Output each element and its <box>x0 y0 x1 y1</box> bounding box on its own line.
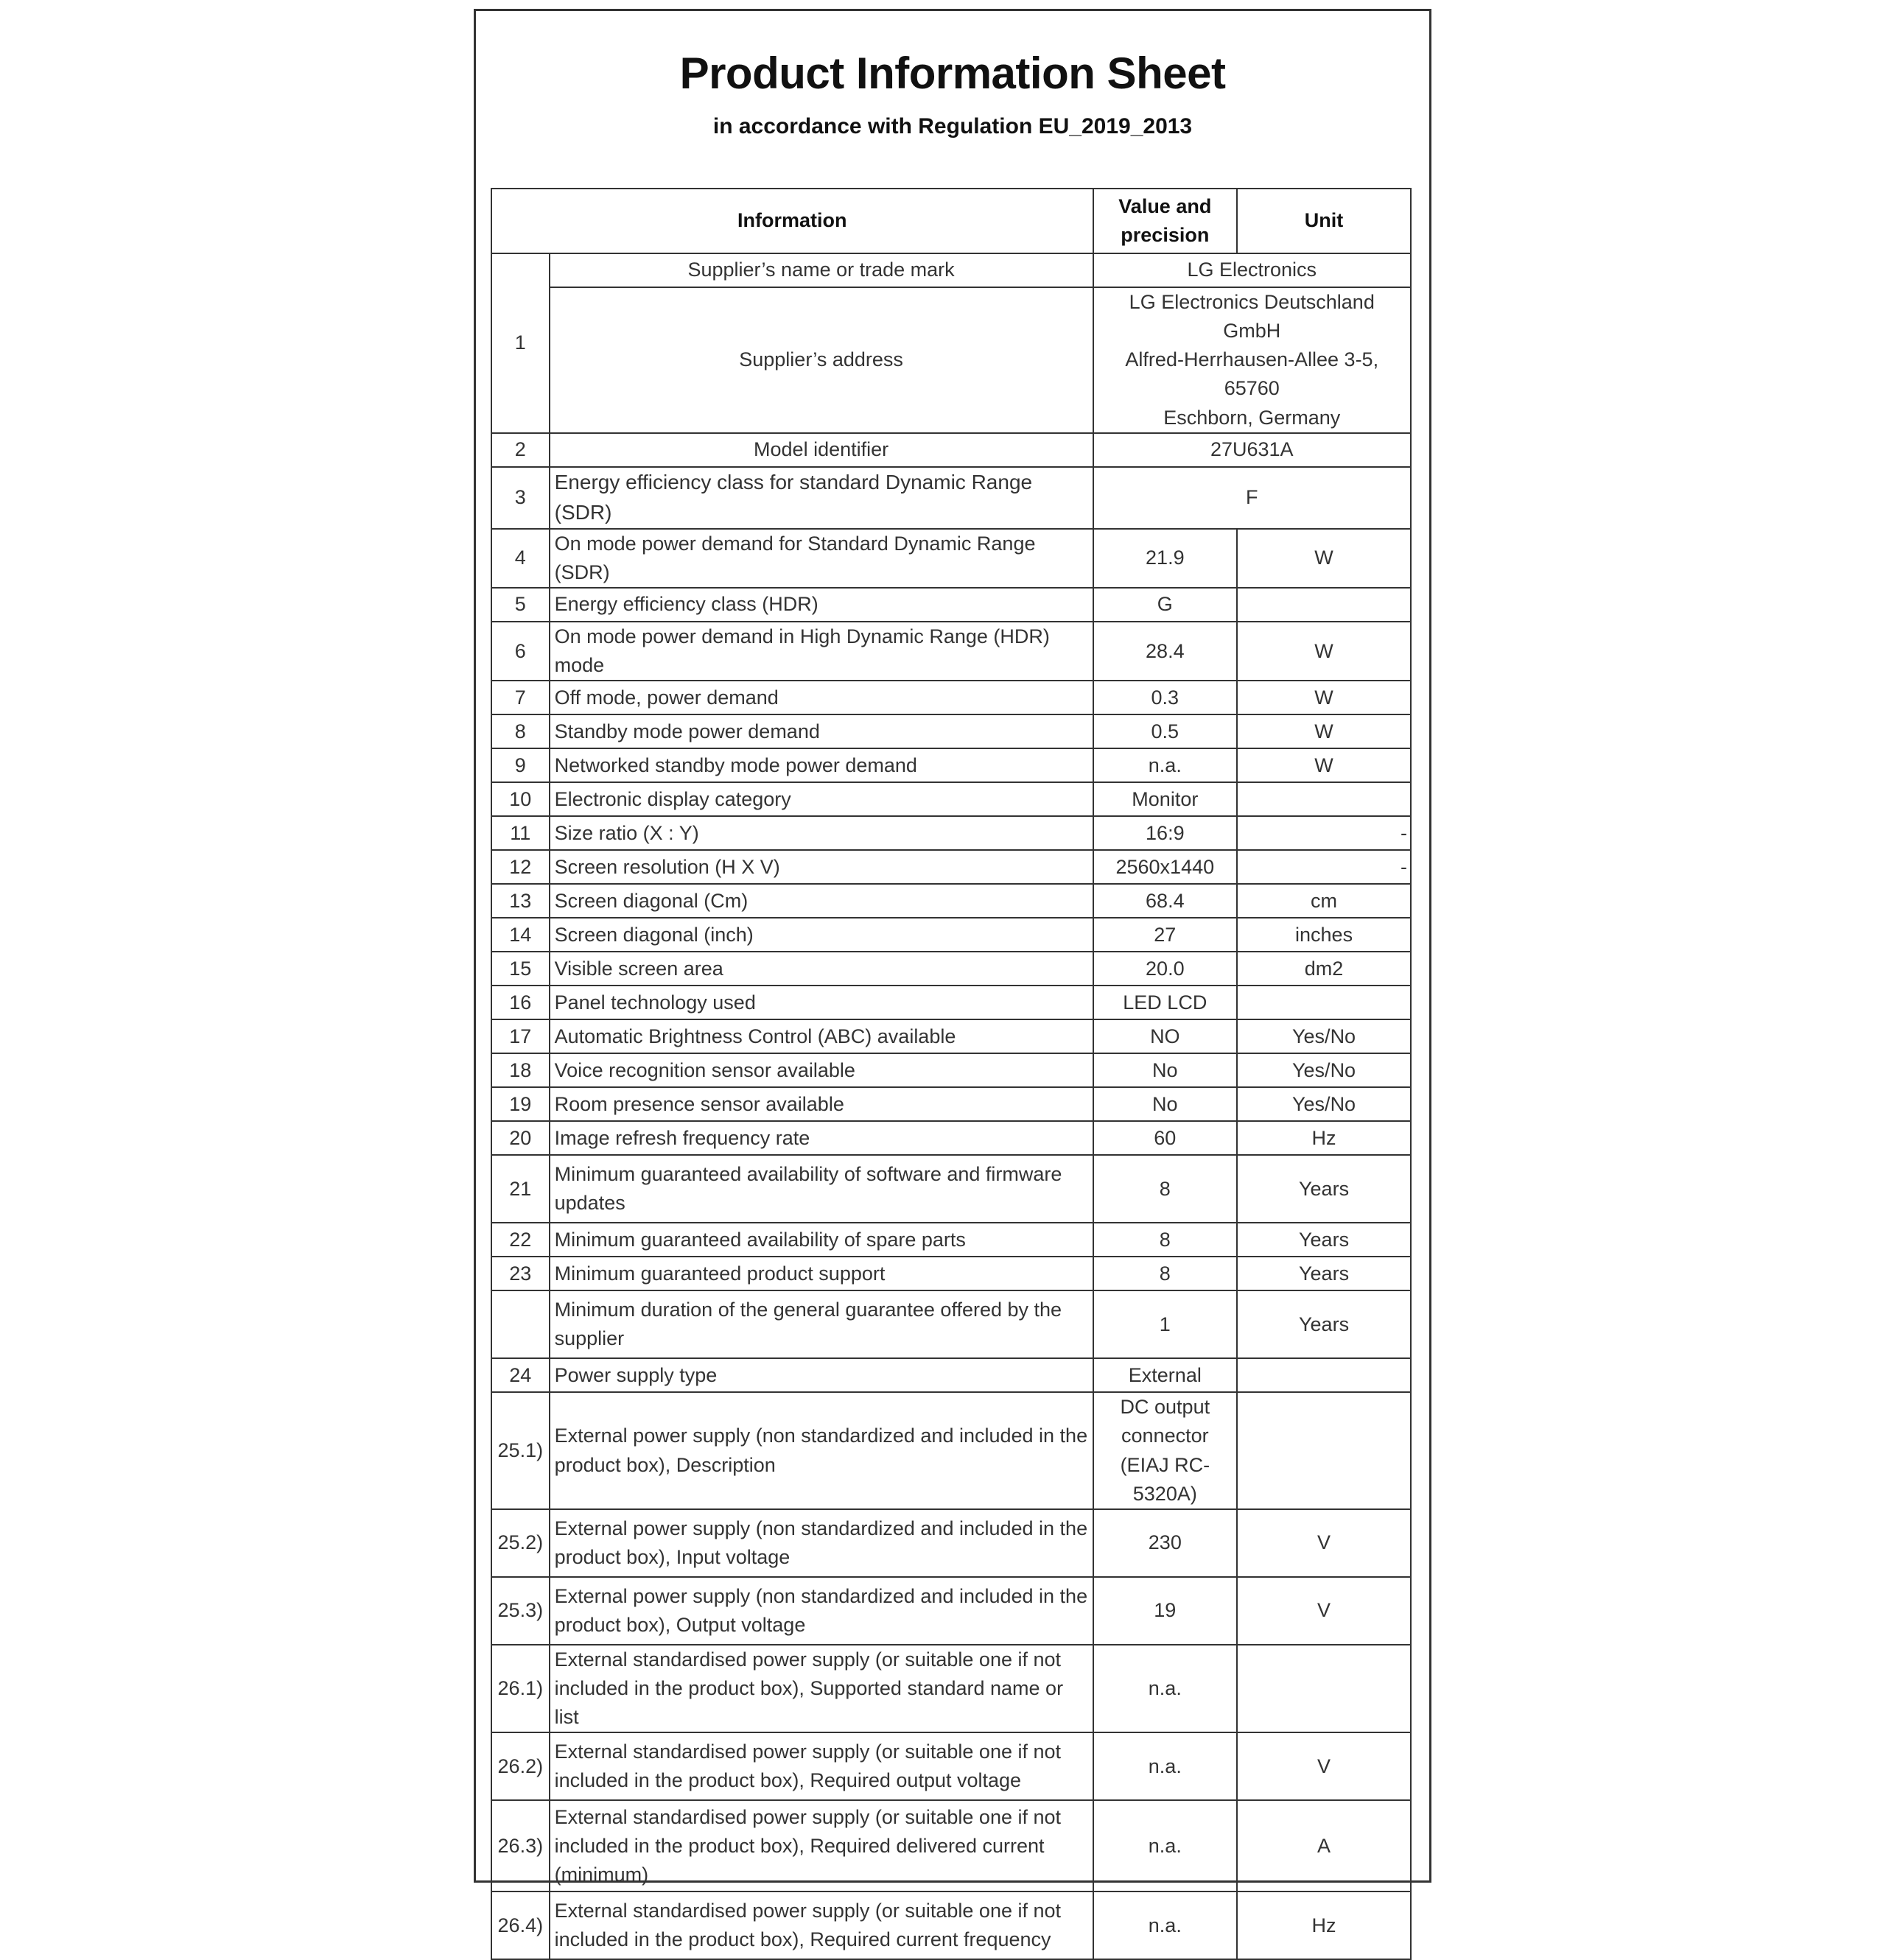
table-row <box>491 986 1411 1019</box>
row-value: n.a. <box>1093 748 1238 782</box>
row-value: 8 <box>1093 1257 1238 1290</box>
table-row <box>491 1155 1411 1223</box>
row-unit: Years <box>1237 1257 1411 1290</box>
row-unit: W <box>1237 622 1411 681</box>
sdr-class-row <box>491 467 1411 529</box>
row-value: 0.5 <box>1093 714 1238 748</box>
row-label: Standby mode power demand <box>550 714 1093 748</box>
row-number: 23 <box>491 1257 550 1290</box>
row-number: 3 <box>491 467 550 529</box>
page-subtitle: in accordance with Regulation EU_2019_2013 <box>712 114 1193 138</box>
row-unit: Years <box>1237 1223 1411 1257</box>
row-number: 24 <box>491 1358 550 1392</box>
row-number: 25.1) <box>491 1392 550 1509</box>
table-row <box>491 1645 1411 1732</box>
row-unit: A <box>1237 1800 1411 1891</box>
address-line: Eschborn, Germany <box>1163 406 1341 429</box>
row-value: 2560x1440 <box>1093 850 1238 884</box>
table-row <box>491 1053 1411 1087</box>
row-label: Electronic display category <box>550 782 1093 816</box>
row-value: 230 <box>1093 1509 1238 1577</box>
row-number: 15 <box>491 952 550 986</box>
row-value: NO <box>1093 1019 1238 1053</box>
row-label: Minimum guaranteed availability of spare parts <box>550 1223 1093 1257</box>
model-value: 27U631A <box>1093 433 1411 467</box>
row-number: 21 <box>491 1155 550 1223</box>
row-number: 26.1) <box>491 1645 550 1732</box>
row-label: External standardised power supply (or suitable one if not included in the product box), Supported standard name or list <box>550 1645 1093 1732</box>
table-row <box>491 1121 1411 1155</box>
row-label: Power supply type <box>550 1358 1093 1392</box>
row-label: Size ratio (X : Y) <box>550 816 1093 850</box>
row-value: External <box>1093 1358 1238 1392</box>
row-number: 4 <box>491 529 550 588</box>
row-number: 25.3) <box>491 1577 550 1645</box>
row-value: No <box>1093 1053 1238 1087</box>
row-value: 60 <box>1093 1121 1238 1155</box>
table-row <box>491 1358 1411 1392</box>
header-information: Information <box>491 189 1093 253</box>
table-header-row <box>491 189 1411 253</box>
row-unit: Hz <box>1237 1121 1411 1155</box>
header-unit: Unit <box>1237 189 1411 253</box>
row-unit: Yes/No <box>1237 1087 1411 1121</box>
row-unit: dm2 <box>1237 952 1411 986</box>
row-value: No <box>1093 1087 1238 1121</box>
row-label: External standardised power supply (or suitable one if not included in the product box), Required output voltage <box>550 1732 1093 1800</box>
model-row <box>491 433 1411 467</box>
row-number: 14 <box>491 918 550 952</box>
row-value: 1 <box>1093 1290 1238 1358</box>
row-number: 12 <box>491 850 550 884</box>
row-value: 20.0 <box>1093 952 1238 986</box>
row-number: 22 <box>491 1223 550 1257</box>
row-value: DC output connector (EIAJ RC-5320A) <box>1093 1392 1238 1509</box>
row-value: n.a. <box>1093 1645 1238 1732</box>
table-row <box>491 850 1411 884</box>
row-number: 26.4) <box>491 1891 550 1959</box>
row-label: Room presence sensor available <box>550 1087 1093 1121</box>
row-unit <box>1237 782 1411 816</box>
supplier-address-row <box>491 287 1411 433</box>
row-unit: W <box>1237 529 1411 588</box>
row-value: 27 <box>1093 918 1238 952</box>
product-information-sheet <box>474 9 1431 1951</box>
row-value: 21.9 <box>1093 529 1238 588</box>
row-value: G <box>1093 588 1238 622</box>
row-number <box>491 1290 550 1358</box>
row-number: 26.2) <box>491 1732 550 1800</box>
row-unit: cm <box>1237 884 1411 918</box>
supplier-name-value: LG Electronics <box>1093 253 1411 287</box>
table-row <box>491 782 1411 816</box>
row-unit <box>1237 1358 1411 1392</box>
row-number: 10 <box>491 782 550 816</box>
row-number: 6 <box>491 622 550 681</box>
row-unit: W <box>1237 748 1411 782</box>
row-label: Automatic Brightness Control (ABC) available <box>550 1019 1093 1053</box>
row-unit: V <box>1237 1509 1411 1577</box>
table-row <box>491 918 1411 952</box>
table-row <box>491 1257 1411 1290</box>
row-label: Screen resolution (H X V) <box>550 850 1093 884</box>
row-label: Visible screen area <box>550 952 1093 986</box>
row-label: Networked standby mode power demand <box>550 748 1093 782</box>
row-value: 28.4 <box>1093 622 1238 681</box>
row-label: External standardised power supply (or suitable one if not included in the product box), Required delivered current (minimum) <box>550 1800 1093 1891</box>
row-unit: Yes/No <box>1237 1053 1411 1087</box>
row-label: Screen diagonal (inch) <box>550 918 1093 952</box>
row-label: Minimum duration of the general guarantee offered by the supplier <box>550 1290 1093 1358</box>
sdr-class-value: F <box>1093 467 1411 529</box>
row-number: 1 <box>491 253 550 433</box>
table-row <box>491 1223 1411 1257</box>
row-value: LED LCD <box>1093 986 1238 1019</box>
row-value: 68.4 <box>1093 884 1238 918</box>
row-label: Panel technology used <box>550 986 1093 1019</box>
row-value: n.a. <box>1093 1800 1238 1891</box>
row-unit: W <box>1237 714 1411 748</box>
row-number: 8 <box>491 714 550 748</box>
table-row <box>491 748 1411 782</box>
row-unit: inches <box>1237 918 1411 952</box>
row-number: 16 <box>491 986 550 1019</box>
row-value: 16:9 <box>1093 816 1238 850</box>
table-row <box>491 1577 1411 1645</box>
supplier-name-label: Supplier’s name or trade mark <box>550 253 1093 287</box>
row-number: 25.2) <box>491 1509 550 1577</box>
row-label: Screen diagonal (Cm) <box>550 884 1093 918</box>
row-number: 17 <box>491 1019 550 1053</box>
table-row <box>491 1509 1411 1577</box>
row-label: On mode power demand in High Dynamic Range (HDR) mode <box>550 622 1093 681</box>
row-label: On mode power demand for Standard Dynamic Range (SDR) <box>550 529 1093 588</box>
row-number: 26.3) <box>491 1800 550 1891</box>
row-unit <box>1237 1392 1411 1509</box>
table-row <box>491 816 1411 850</box>
row-label: External power supply (non standardized and included in the product box), Description <box>550 1392 1093 1509</box>
row-unit <box>1237 588 1411 622</box>
table-row <box>491 529 1411 588</box>
row-number: 18 <box>491 1053 550 1087</box>
row-number: 19 <box>491 1087 550 1121</box>
row-value: 19 <box>1093 1577 1238 1645</box>
row-unit: Yes/No <box>1237 1019 1411 1053</box>
row-value: 0.3 <box>1093 681 1238 714</box>
address-line: LG Electronics Deutschland GmbH <box>1129 291 1375 343</box>
row-value: 8 <box>1093 1155 1238 1223</box>
row-number: 11 <box>491 816 550 850</box>
row-unit: V <box>1237 1577 1411 1645</box>
row-label: Voice recognition sensor available <box>550 1053 1093 1087</box>
row-unit: W <box>1237 681 1411 714</box>
sdr-class-label: Energy efficiency class for standard Dynamic Range (SDR) <box>550 467 1093 529</box>
row-label: Energy efficiency class (HDR) <box>550 588 1093 622</box>
row-value: Monitor <box>1093 782 1238 816</box>
row-label: Minimum guaranteed product support <box>550 1257 1093 1290</box>
information-table <box>491 188 1412 1960</box>
row-label: Minimum guaranteed availability of software and firmware updates <box>550 1155 1093 1223</box>
row-label: Off mode, power demand <box>550 681 1093 714</box>
row-unit <box>1237 1645 1411 1732</box>
table-row <box>491 1800 1411 1891</box>
row-unit: V <box>1237 1732 1411 1800</box>
row-unit: - <box>1237 816 1411 850</box>
row-number: 13 <box>491 884 550 918</box>
row-value: n.a. <box>1093 1891 1238 1959</box>
table-row <box>491 1732 1411 1800</box>
row-number: 5 <box>491 588 550 622</box>
row-number: 7 <box>491 681 550 714</box>
table-row <box>491 588 1411 622</box>
row-value: 8 <box>1093 1223 1238 1257</box>
header-value: Value and precision <box>1093 189 1238 253</box>
row-number: 9 <box>491 748 550 782</box>
table-row <box>491 1087 1411 1121</box>
model-label: Model identifier <box>550 433 1093 467</box>
row-unit: Hz <box>1237 1891 1411 1959</box>
row-number: 2 <box>491 433 550 467</box>
table-row <box>491 714 1411 748</box>
row-unit: Years <box>1237 1290 1411 1358</box>
row-unit <box>1237 986 1411 1019</box>
row-label: External standardised power supply (or suitable one if not included in the product box), Required current frequency <box>550 1891 1093 1959</box>
table-row <box>491 622 1411 681</box>
table-row <box>491 1891 1411 1959</box>
address-line: Alfred-Herrhausen-Allee 3-5, 65760 <box>1125 348 1379 400</box>
row-label: External power supply (non standardized and included in the product box), Input voltage <box>550 1509 1093 1577</box>
supplier-address-label: Supplier’s address <box>550 287 1093 433</box>
table-row <box>491 952 1411 986</box>
row-unit: - <box>1237 850 1411 884</box>
table-row <box>491 681 1411 714</box>
row-value: n.a. <box>1093 1732 1238 1800</box>
table-row <box>491 1392 1411 1509</box>
row-label: External power supply (non standardized and included in the product box), Output voltage <box>550 1577 1093 1645</box>
page-title: Product Information Sheet <box>679 49 1226 98</box>
table-row <box>491 1290 1411 1358</box>
supplier-address-value <box>1093 287 1411 433</box>
row-label: Image refresh frequency rate <box>550 1121 1093 1155</box>
table-row <box>491 884 1411 918</box>
table-row <box>491 1019 1411 1053</box>
supplier-name-row <box>491 253 1411 287</box>
row-number: 20 <box>491 1121 550 1155</box>
row-unit: Years <box>1237 1155 1411 1223</box>
